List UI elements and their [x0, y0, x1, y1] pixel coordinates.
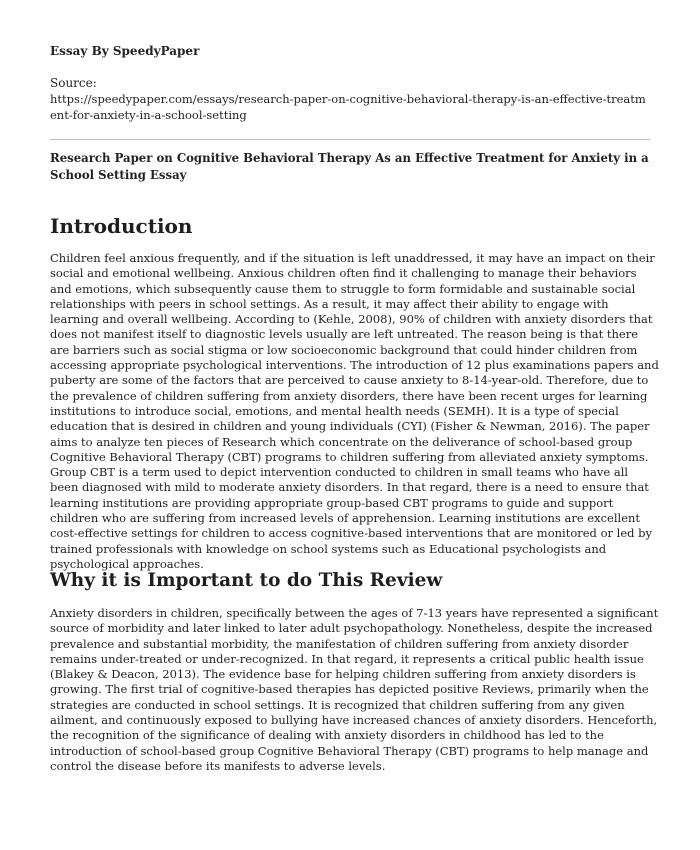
- section-heading-why-important: Why it is Important to do This Review: [50, 570, 443, 591]
- source-url: https://speedypaper.com/essays/research-paper-on-cognitive-behavioral-therapy-is-an-effective-treatment-for-anxiety-in-a-school-setting: [50, 92, 646, 122]
- essay-attribution: Essay By SpeedyPaper: [50, 44, 200, 58]
- source-label: Source:: [50, 76, 97, 90]
- section-body-why-important: Anxiety disorders in children, specifically between the ages of 7-13 years have represented a significant source of morbidity and later linked to later adult psychopathology. Nonetheless, despite the increased prevalence and substantial morbidity, the manifestation of children suffering from anxiety disorder remains under-treated or under-recognized. In that regard, it represents a critical public health issue (Blakey & Deacon, 2013). The evidence base for helping children suffering from anxiety disorders is growing. The first trial of cognitive-based therapies has depicted positive Reviews, primarily when the strategies are conducted in school settings. It is recognized that children suffering from any given ailment, and continuously exposed to bullying have increased chances of anxiety disorders. Henceforth, the recognition of the significance of dealing with anxiety disorders in childhood has led to the introduction of school-based group Cognitive Behavioral Therapy (CBT) programs to help manage and control the disease before its manifests to adverse levels.: [50, 606, 659, 773]
- header-divider: [50, 139, 650, 140]
- section-heading-introduction: Introduction: [50, 214, 193, 238]
- document-title: Research Paper on Cognitive Behavioral Therapy As an Effective Treatment for Anxiety in a School Setting Essay: [50, 151, 649, 182]
- section-body-introduction: Children feel anxious frequently, and if the situation is left unaddressed, it may have an impact on their social and emotional wellbeing. Anxious children often find it challenging to manage their behaviors and emotions, which subsequently cause them to struggle to form formidable and sustainable social relationships with peers in school settings. As a result, it may affect their ability to engage with learning and overall wellbeing. According to (Kehle, 2008), 90% of children with anxiety disorders that does not manifest itself to diagnostic levels usually are left untreated. The reason being is that there are barriers such as social stigma or low socioeconomic background that could hinder children from accessing appropriate psychological interventions. The introduction of 12 plus examinations papers and puberty are some of the factors that are perceived to cause anxiety to 8-14-year-old. Therefore, due to the prevalence of children suffering from anxiety disorders, there have been recent urges for learning institutions to introduce social, emotions, and mental health needs (SEMH). It is a type of special education that is desired in children and young individuals (CYI) (Fisher & Newman, 2016). The paper aims to analyze ten pieces of Research which concentrate on the deliverance of school-based group Cognitive Behavioral Therapy (CBT) programs to children suffering from alleviated anxiety symptoms. Group CBT is a term used to depict intervention conducted to children in small teams who have all been diagnosed with mild to moderate anxiety disorders. In that regard, there is a need to ensure that learning institutions are providing appropriate group-based CBT programs to guide and support children who are suffering from increased levels of apprehension. Learning institutions are excellent cost-effective settings for children to access cognitive-based interventions that are monitored or led by trained professionals with knowledge on school systems such as Educational psychologists and psychological approaches.: [50, 251, 659, 571]
